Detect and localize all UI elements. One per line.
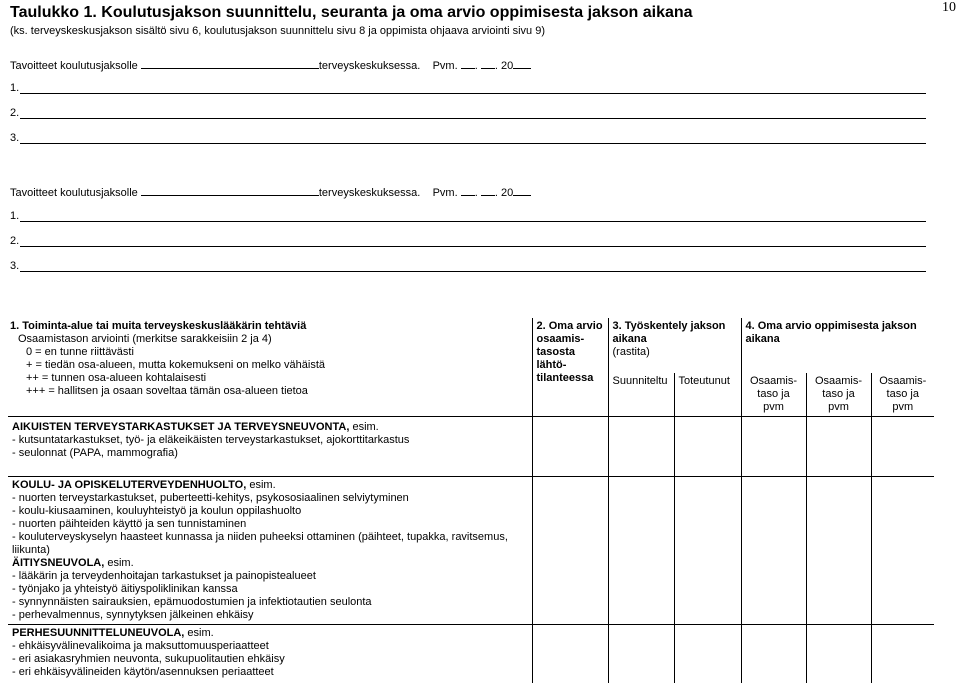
scale-intro: Osaamistason arviointi (merkitse sarakkeisiin 2 ja 4) <box>18 333 272 345</box>
col1-title: 1. Toiminta-alue tai muita terveyskeskuslääkärin tehtäviä <box>10 320 307 332</box>
page-subtitle: (ks. terveyskeskusjakson sisältö sivu 6, koulutusjakson suunnittelu sivu 8 ja oppimista ohjaava arviointi sivu 9) <box>10 25 545 37</box>
goal-line-field[interactable] <box>20 246 926 247</box>
level-date-label: Osaamis-taso ja pvm <box>879 375 927 413</box>
goals-prefix: Tavoitteet koulutusjaksolle <box>10 187 138 199</box>
row-heading-suffix: esim. <box>349 421 379 433</box>
col2-header <box>532 318 608 417</box>
scale-item: 0 = en tunne riittävästi <box>26 346 134 358</box>
year-field[interactable] <box>513 184 531 196</box>
goal-number: 1. <box>10 210 20 222</box>
input-cell[interactable] <box>871 625 934 683</box>
day-field[interactable] <box>461 57 475 69</box>
row-line: - ehkäisyvälinevalikoima ja maksuttomuusperiaatteet <box>12 640 269 652</box>
col4a-header <box>741 373 806 417</box>
goal-line-2 <box>10 235 19 247</box>
col4c-header <box>871 373 934 417</box>
goal-number: 2. <box>10 107 20 119</box>
row-heading: PERHESUUNNITTELUNEUVOLA, <box>12 627 185 639</box>
learning-table <box>8 318 934 683</box>
goal-line-field[interactable] <box>20 118 926 119</box>
goal-line-1 <box>10 82 19 94</box>
goal-line-field[interactable] <box>20 271 926 272</box>
col3-title: 3. Työskentely jakson aikana <box>612 320 726 345</box>
scale-item: + = tiedän osa-alueen, mutta kokemukseni on melko vähäistä <box>26 359 326 371</box>
col3a-header <box>608 373 674 417</box>
row-line: - kouluterveyskyselyn haasteet kunnassa ja niiden puheeksi ottaminen (päihteet, tupakka, ravitsemus, liikunta) <box>12 531 508 556</box>
goal-line-field[interactable] <box>20 143 926 144</box>
col3-header <box>608 318 741 373</box>
table-row <box>8 477 934 625</box>
input-cell[interactable] <box>532 477 608 625</box>
input-cell[interactable] <box>741 625 806 683</box>
page-title: Taulukko 1. Koulutusjakson suunnittelu, seuranta ja oma arvio oppimisesta jakson aikana <box>10 4 693 21</box>
month-field[interactable] <box>481 57 495 69</box>
col1-header <box>8 318 532 417</box>
row-heading: AIKUISTEN TERVEYSTARKASTUKSET JA TERVEYSNEUVONTA, <box>12 421 350 433</box>
row-heading: KOULU- JA OPISKELUTERVEYDENHUOLTO, <box>12 479 247 491</box>
done-label: Toteutunut <box>678 375 730 387</box>
goal-line-3 <box>10 260 19 272</box>
scale-item: +++ = hallitsen ja osaan soveltaa tämän osa-alueen tietoa <box>26 385 308 397</box>
goal-number: 3. <box>10 260 20 272</box>
row-content <box>8 625 532 683</box>
row-line: - eri asiakasryhmien neuvonta, sukupuolitautien ehkäisy <box>12 653 285 665</box>
dot: . <box>494 187 498 199</box>
input-cell[interactable] <box>608 625 674 683</box>
col4-header <box>741 318 934 373</box>
input-cell[interactable] <box>674 477 741 625</box>
blank-field[interactable] <box>141 57 319 69</box>
row-line: - synnynnäisten sairauksien, epämuodostumien ja infektiotautien seulonta <box>12 596 372 608</box>
day-field[interactable] <box>461 184 475 196</box>
level-date-label: Osaamis-taso ja pvm <box>814 375 863 413</box>
dot: . <box>474 187 478 199</box>
page-number: 10 <box>942 0 956 15</box>
dot: . <box>494 60 498 72</box>
pvm-label: Pvm. <box>432 187 458 199</box>
level-date-label: Osaamis-taso ja pvm <box>749 375 798 413</box>
row-content <box>8 417 532 477</box>
goals-middle: terveyskeskuksessa. <box>318 187 421 199</box>
pvm-label: Pvm. <box>432 60 458 72</box>
goal-line-1 <box>10 210 19 222</box>
planned-label: Suunniteltu <box>612 375 668 387</box>
row-line: - nuorten terveystarkastukset, puberteetti-kehitys, psykososiaalinen selviytyminen <box>12 492 409 504</box>
input-cell[interactable] <box>806 625 871 683</box>
goals-header-1 <box>10 57 531 72</box>
row-line: - koulu-kiusaaminen, kouluyhteistyö ja koulun oppilashuolto <box>12 505 302 517</box>
row-line: - eri ehkäisyvälineiden käytön/asennuksen periaatteet <box>12 666 274 678</box>
goal-number: 2. <box>10 235 20 247</box>
scale-item: ++ = tunnen osa-alueen kohtalaisesti <box>26 372 207 384</box>
col4b-header <box>806 373 871 417</box>
input-cell[interactable] <box>674 417 741 477</box>
input-cell[interactable] <box>871 417 934 477</box>
dot: . <box>474 60 478 72</box>
input-cell[interactable] <box>741 477 806 625</box>
col3-sub: (rastita) <box>612 346 650 358</box>
col3b-header <box>674 373 741 417</box>
goal-number: 3. <box>10 132 20 144</box>
col2-title: 2. Oma arvio osaamis-tasosta lähtö-tilanteessa <box>536 320 603 384</box>
goal-number: 1. <box>10 82 20 94</box>
row-line: - nuorten päihteiden käyttö ja sen tunnistaminen <box>12 518 247 530</box>
row-heading-suffix: esim. <box>184 627 214 639</box>
row-line: - työnjako ja yhteistyö äitiyspoliklinikan kanssa <box>12 583 238 595</box>
input-cell[interactable] <box>608 417 674 477</box>
blank-field[interactable] <box>141 184 319 196</box>
col4-title: 4. Oma arvio oppimisesta jakson aikana <box>745 320 917 345</box>
input-cell[interactable] <box>741 417 806 477</box>
goal-line-field[interactable] <box>20 221 926 222</box>
goals-middle: terveyskeskuksessa. <box>318 60 421 72</box>
row-heading-suffix: esim. <box>104 557 134 569</box>
row-line: - perhevalmennus, synnytyksen jälkeinen ehkäisy <box>12 609 254 621</box>
input-cell[interactable] <box>871 477 934 625</box>
row-line: - lääkärin ja terveydenhoitajan tarkastukset ja painopistealueet <box>12 570 316 582</box>
year-field[interactable] <box>513 57 531 69</box>
table-row <box>8 417 934 477</box>
input-cell[interactable] <box>806 477 871 625</box>
input-cell[interactable] <box>532 417 608 477</box>
goal-line-field[interactable] <box>20 93 926 94</box>
row-line: - seulonnat (PAPA, mammografia) <box>12 447 178 459</box>
goal-line-3 <box>10 132 19 144</box>
input-cell[interactable] <box>674 625 741 683</box>
year-label: 20 <box>500 187 514 199</box>
table-row <box>8 625 934 683</box>
month-field[interactable] <box>481 184 495 196</box>
goals-prefix: Tavoitteet koulutusjaksolle <box>10 60 138 72</box>
input-cell[interactable] <box>806 417 871 477</box>
row-content <box>8 477 532 625</box>
input-cell[interactable] <box>608 477 674 625</box>
goals-header-2 <box>10 184 531 199</box>
year-label: 20 <box>500 60 514 72</box>
row-line: - kutsuntatarkastukset, työ- ja eläkeikäisten terveystarkastukset, ajokorttitarkastus <box>12 434 410 446</box>
row-heading: ÄITIYSNEUVOLA, <box>12 557 105 569</box>
goal-line-2 <box>10 107 19 119</box>
input-cell[interactable] <box>532 625 608 683</box>
row-heading-suffix: esim. <box>246 479 276 491</box>
